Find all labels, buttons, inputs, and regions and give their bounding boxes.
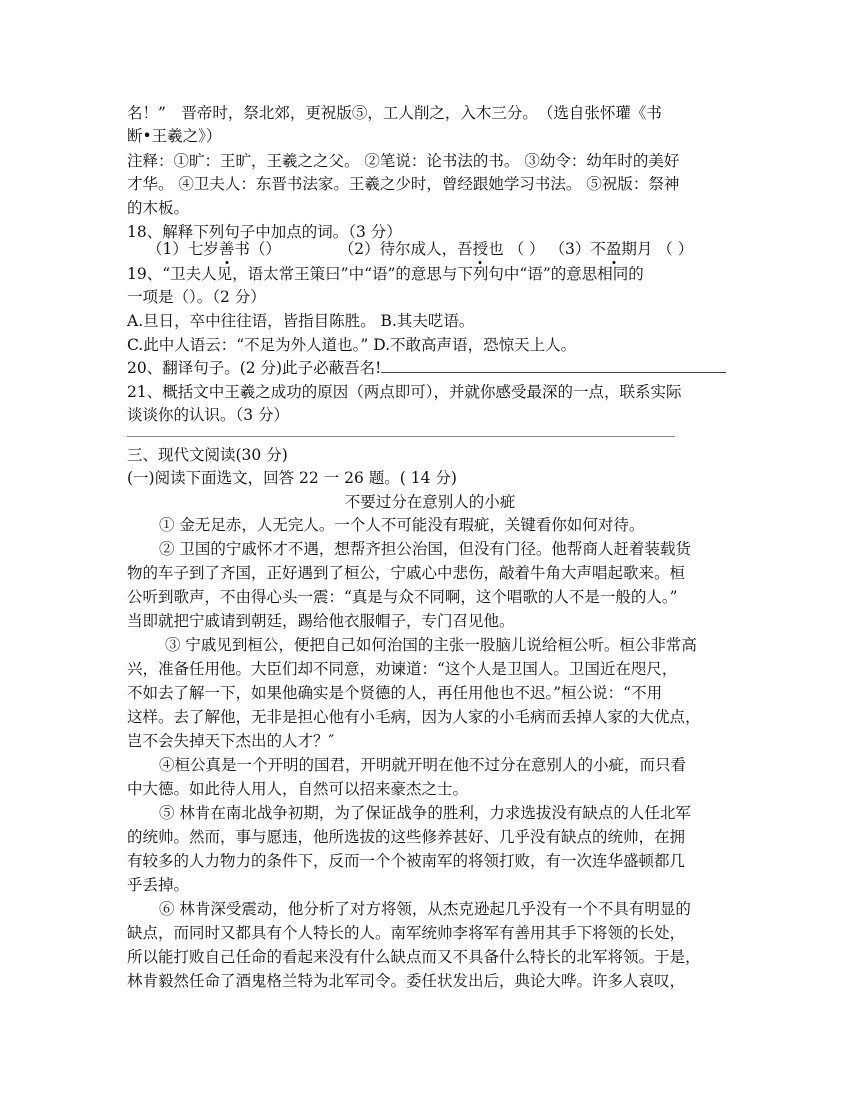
essay-line: ④桓公真是一个开明的国君，开明就开明在他不过分在意别人的小疵，而只看 xyxy=(159,756,687,774)
notes-line: 注释：①旷：王旷，王羲之之父。 ②笔说：论书法的书。 ③幼令：幼年时的美好 xyxy=(127,152,680,170)
q18-item-3-suffix: 期月 （ ） xyxy=(621,240,694,258)
option-cd: C.此中人语云：“不足为外人道也。” D.不敢高声语，恐惊天上人。 xyxy=(127,336,577,354)
essay-line: 中大德。如此待人用人，自然可以招来豪杰之士。 xyxy=(127,780,469,798)
essay-line: 兴，准备任用他。大臣们却不同意，劝谏道：“这个人是卫国人。卫国近在咫尺， xyxy=(127,660,678,678)
option-ab: A.旦日，卒中往往语，皆指目陈胜。 B.其夫呓语。 xyxy=(127,312,475,330)
essay-line: 物的车子到了齐国，正好遇到了桓公，宁戚心中悲伤，敲着牛角大声唱起歌来。桓 xyxy=(127,564,686,582)
question-21: 谈谈你的认识。（3 分） xyxy=(127,406,290,424)
notes-line: 才华。 ④卫夫人：东晋书法家。王羲之少时，曾经跟她学习书法。 ⑤祝版：祭神 xyxy=(127,175,680,193)
q18-item-2-dotted-word: 授 xyxy=(473,237,489,261)
essay-line: 的统帅。然而，事与愿违，他所选拔的这些修养甚好、几乎没有缺点的统帅，在拥 xyxy=(127,828,686,846)
essay-line: 缺点，而同时又都具有个人特长的人。南军统帅李将军有善用其手下将领的长处， xyxy=(127,924,686,942)
essay-line: ③ 宁戚见到桓公，便把自己如何治国的主张一股脑儿说给桓公听。桓公非常高 xyxy=(165,636,697,654)
text-line: 名！” 晋帝时，祭北郊，更祝版⑤，工人削之，入木三分。 （选自张怀瓘《书 xyxy=(127,104,662,122)
essay-title: 不要过分在意别人的小疵 xyxy=(344,493,516,511)
notes-line: 的木板。 xyxy=(127,199,190,217)
question-21: 21、概括文中王羲之成功的原因（两点即可），并就你感受最深的一点，联系实际 xyxy=(127,383,682,401)
essay-line: ② 卫国的宁戚怀才不遇，想帮齐担公治国，但没有门径。他帮商人赶着装载货 xyxy=(159,540,691,558)
essay-line: ① 金无足赤，人无完人。一个人不可能没有瑕疵，关键看你如何对待。 xyxy=(159,516,645,534)
answer-blank[interactable] xyxy=(381,358,726,373)
question-18: 18、解释下列句子中加点的词。（3 分） xyxy=(127,223,402,241)
essay-line: 林肯毅然任命了酒鬼格兰特为北军司令。委任状发出后，典论大哗。许多人哀叹， xyxy=(127,972,686,990)
essay-line: 公听到歌声，不由得心头一震：“真是与众不同啊，这个唱歌的人不是一般的人。” xyxy=(127,588,678,606)
subsection-title: (一)阅读下面选文，回答 22 一 26 题。( 14 分) xyxy=(127,469,457,487)
q18-item-3-dotted-word: 盈 xyxy=(606,237,622,261)
text-line: 断•王羲之》） xyxy=(127,127,222,145)
question-18-items xyxy=(147,237,693,261)
essay-line: 岂不会失掉天下杰出的人才？″ xyxy=(127,732,335,750)
q18-item-3-prefix: （3）不 xyxy=(549,240,606,258)
section-title: 三、现代文阅读(30 分) xyxy=(127,446,288,464)
q18-item-2-prefix: （2）待尔成人，吾 xyxy=(338,240,473,258)
question-20 xyxy=(127,356,726,380)
essay-line: 乎丢掉。 xyxy=(127,876,190,894)
q18-item-1-prefix: （1）七岁 xyxy=(147,240,219,258)
essay-line: ⑤ 林肯在南北战争初期，为了保证战争的胜利，力求选拔没有缺点的人任北军 xyxy=(159,804,691,822)
essay-line: 这样。去了解他，无非是担心他有小毛病，因为人家的小毛病而丢掉人家的大优点， xyxy=(127,708,701,726)
essay-line: 有较多的人力物力的条件下，反而一个个被南军的将领打败，有一次连华盛顿都几 xyxy=(127,852,686,870)
answer-rule xyxy=(127,436,675,437)
essay-line: ⑥ 林肯深受震动，他分析了对方将领，从杰克逊起几乎没有一个不具有明显的 xyxy=(159,900,691,918)
q18-item-1-dotted-word: 善 xyxy=(219,237,235,261)
q18-item-2-suffix: 也 （ ） xyxy=(488,240,545,258)
essay-line: 不如去了解一下，如果他确实是个贤德的人，再任用他也不迟。”桓公说：“不用 xyxy=(127,684,663,702)
essay-line: 所以能打败自己任命的看起来没有什么缺点而又不具备什么特长的北军将领。于是， xyxy=(127,948,701,966)
essay-line: 当即就把宁戚请到朝廷，踢给他衣服帽子，专门召见他。 xyxy=(127,612,515,630)
q18-item-1-suffix: 书（） xyxy=(234,240,281,258)
question-19: 19、“卫夫人见，语太常王策曰”中“语”的意思与下列句中“语”的意思相同的 xyxy=(127,265,644,283)
question-20-text: 20、翻译句子。(2 分)此子必蔽吾名! xyxy=(127,359,382,377)
question-19: 一项是（）。（2 分） xyxy=(127,288,266,306)
